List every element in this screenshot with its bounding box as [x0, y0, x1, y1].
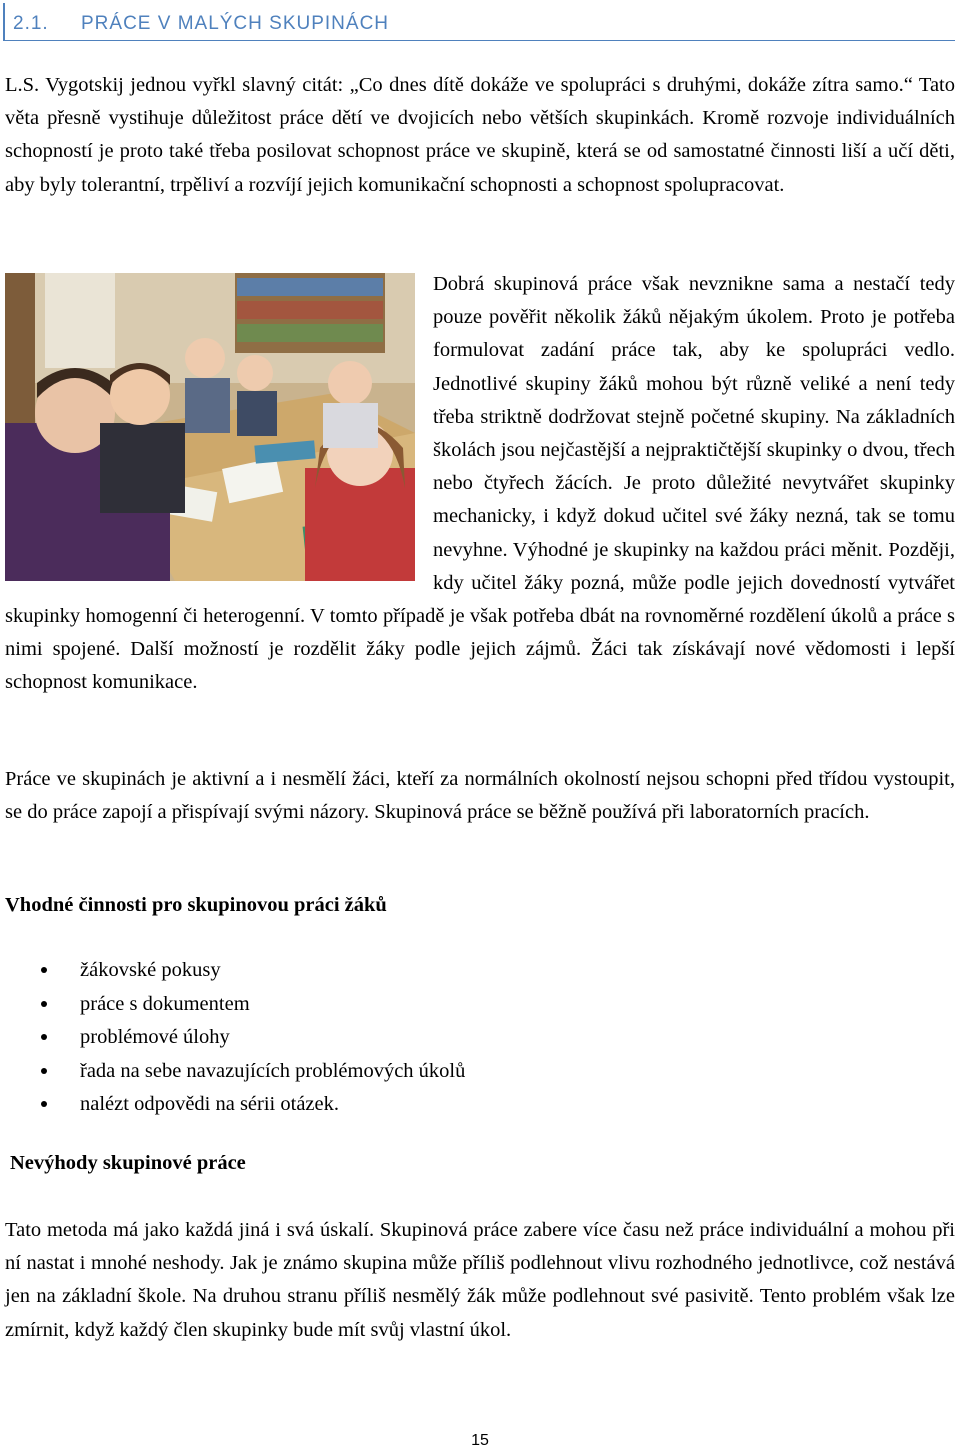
intro-paragraph: L.S. Vygotskij jednou vyřkl slavný citát: „Co dnes dítě dokáže ve spolupráci s druhými, dokáže zítra samo.“ Tato věta přesně vystihuje důležitost práce dětí ve dvojicích nebo větších skupinkách. Kromě rozvoje individuálních schopností je proto také třeba posilovat schopnost práce ve skupině, která se od samostatné činnosti liší a učí děti, aby byly tolerantní, trpěliví a rozvíjí jejich komunikační schopnosti a schopnost spolupracovat. — [5, 74, 955, 196]
list-item: problémové úlohy — [0, 1022, 465, 1056]
list-item: žákovské pokusy — [0, 955, 465, 989]
bullet-icon — [41, 967, 47, 973]
active-work-paragraph: Práce ve skupinách je aktivní a i nesmělí žáci, kteří za normálních okolností nejsou schopni před třídou vystoupit, se do práce zapojí a přispívají svými názory. Skupinová práce se běžně používá při laboratorních pracích. — [5, 768, 955, 824]
bullet-icon — [41, 1068, 47, 1074]
bullet-icon — [41, 1001, 47, 1007]
list-item: řada na sebe navazujících problémových úkolů — [0, 1056, 465, 1090]
bullet-icon — [41, 1034, 47, 1040]
disadvantages-paragraph: Tato metoda má jako každá jiná i svá úskalí. Skupinová práce zabere více času než práce individuální a mohou při ní nastat i mnohé neshody. Jak je známo skupina může příliš podlehnout vlivu rozhodného jednotlivce, což nestává jen na základní škole. Na druhou stranu příliš nesmělý žák může podlehnout své pasivitě. Tento problém však lze zmírnit, když každý člen skupinky bude mít svůj vlastní úkol. — [5, 1219, 955, 1341]
page-number: 15 — [471, 1432, 489, 1449]
group-work-paragraph-block — [5, 268, 955, 700]
suitable-activities-list — [0, 955, 465, 1123]
bullet-icon — [41, 1101, 47, 1107]
list-item: nalézt odpovědi na sérii otázek. — [0, 1089, 465, 1123]
group-work-paragraph: Dobrá skupinová práce však nevznikne sama a nestačí tedy pouze pověřit několik žáků nějakým úkolem. Proto je potřeba formulovat zadání práce tak, aby ke spolupráci vedlo. Jednotlivé skupiny žáků mohou být různě veliké a není tedy třeba striktně dodržovat stejně početné skupiny. Na základních školách jsou nejčastější a nejpraktičtější skupinky o dvou, třech nebo čtyřech žácích. Je proto důležité nevytvářet skupinky mechanicky, i když dokud učitel své žáky nezná, tak se tomu nevyhne. Výhodné je skupinky na každou práci měnit. Později, kdy učitel žáky pozná, může podle jejich dovedností vytvářet skupinky homogenní či heterogenní. V tomto případě je však potřeba dbát na rovnoměrné rozdělení úkolů a práce s nimi spojené. Další možností je rozdělit žáky podle jejich zájmů. Žáci tak získávají nové vědomosti i lepší schopnost komunikace. — [5, 273, 955, 694]
section-heading — [3, 3, 955, 41]
list-item: práce s dokumentem — [0, 989, 465, 1023]
section-title: PRÁCE V MALÝCH SKUPINÁCH — [81, 13, 390, 34]
section-number: 2.1. — [13, 13, 49, 34]
disadvantages-heading: Nevýhody skupinové práce — [10, 1152, 246, 1174]
suitable-activities-heading: Vhodné činnosti pro skupinovou práci žáků — [5, 894, 387, 916]
classroom-photo — [5, 273, 415, 581]
